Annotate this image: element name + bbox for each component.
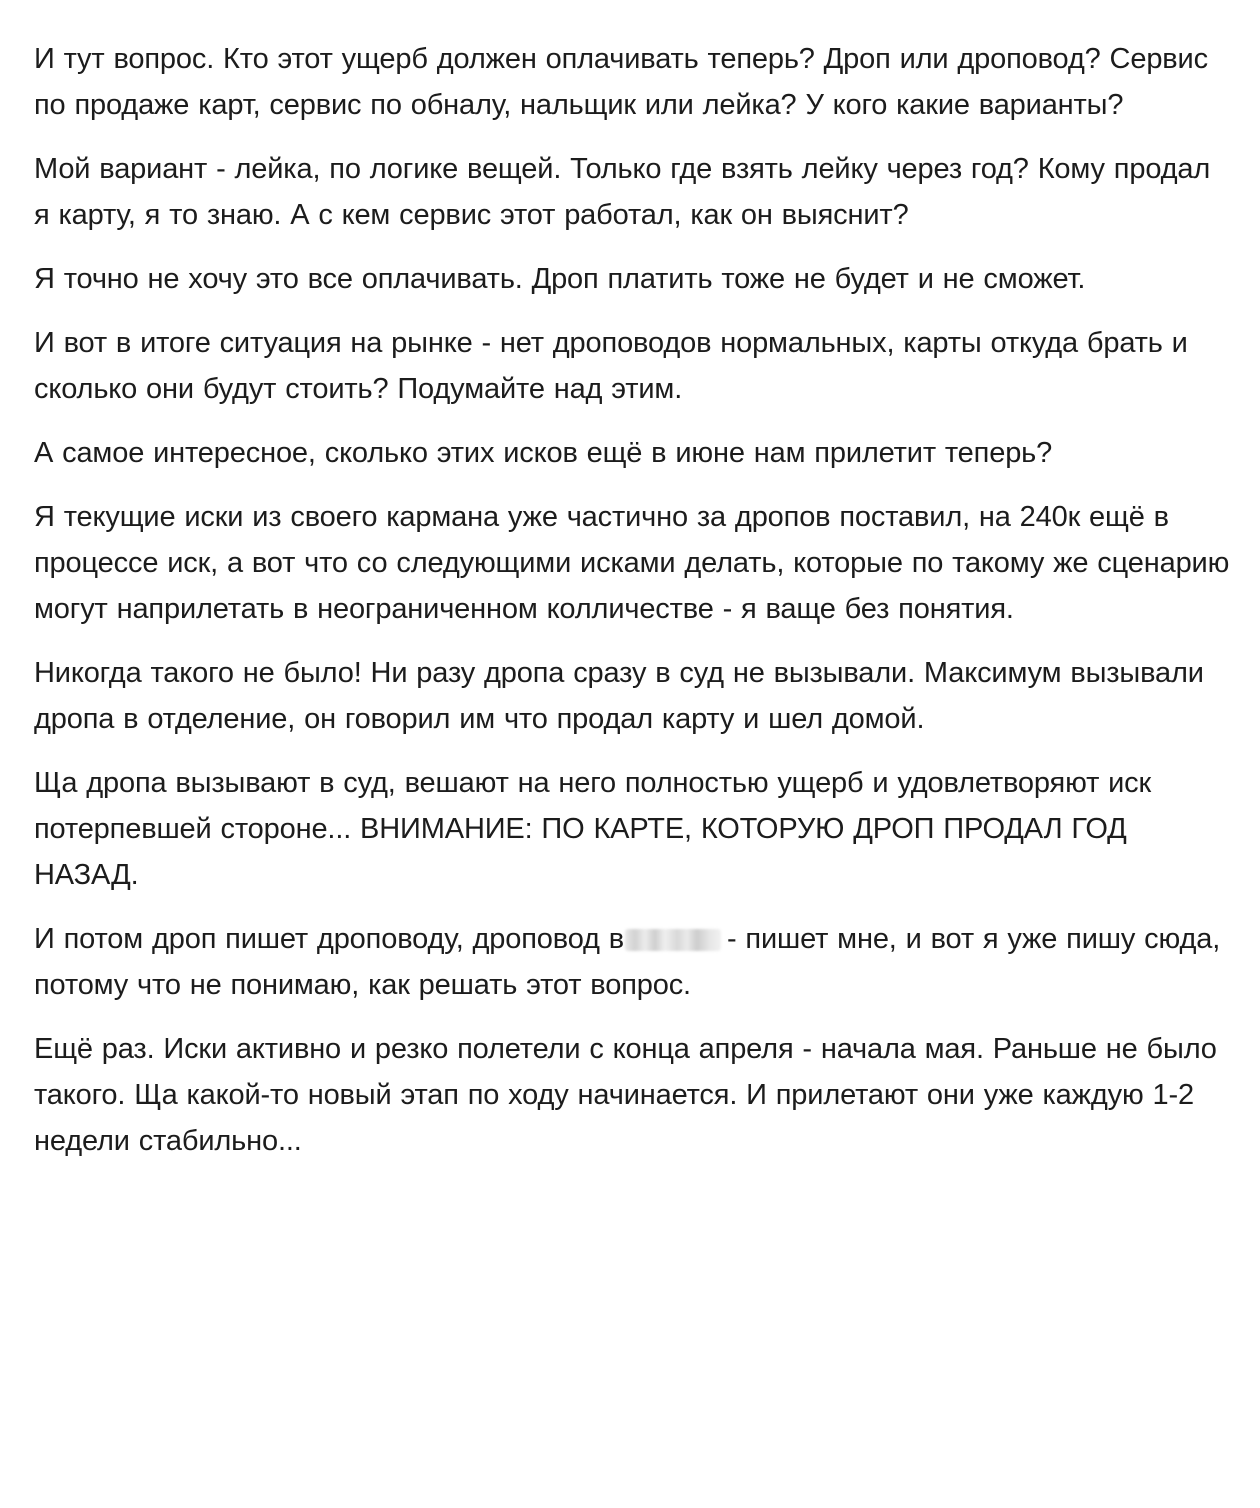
post-paragraph-3: Я точно не хочу это все оплачивать. Дроп платить тоже не будет и не сможет.: [34, 263, 1086, 295]
post-paragraph-4: И вот в итоге ситуация на рынке - нет дроповодов нормальных, карты откуда брать и сколько они будут стоить? Подумайте над этим.: [34, 327, 1188, 405]
redacted-after-text: - пишет мне, и вот я уже пишу сюда, потому что не понимаю, как решать этот вопрос.: [34, 923, 1221, 1001]
post-paragraph-6: Я текущие иски из своего кармана уже частично за дропов поставил, на 240к ещё в процессе иск, а вот что со следующими исками делать, которые по такому же сценарию могут наприлетать в неограниченном колличестве - я ваще без понятия.: [34, 501, 1230, 625]
post-paragraph-7: Никогда такого не было! Ни разу дропа сразу в суд не вызывали. Максимум вызывали дропа в отделение, он говорил им что продал карту и шел домой.: [34, 657, 1204, 735]
post-paragraph-8: Ща дропа вызывают в суд, вешают на него полностью ущерб и удовлетворяют иск потерпевшей стороне... ВНИМАНИЕ: ПО КАРТЕ, КОТОРУЮ ДРОП ПРОДАЛ ГОД НАЗАД.: [34, 767, 1152, 891]
post-paragraph-2: Мой вариант - лейка, по логике вещей. Только где взять лейку через год? Кому продал я карту, я то знаю. А с кем сервис этот работал, как он выяснит?: [34, 153, 1211, 231]
post-paragraph-9: [34, 916, 1232, 1008]
post-paragraph-10: Ещё раз. Иски активно и резко полетели с конца апреля - начала мая. Раньше не было такого. Ща какой-то новый этап по ходу начинается. И прилетают они уже каждую 1-2 недели стабильно...: [34, 1033, 1217, 1157]
post-paragraph-5: А самое интересное, сколько этих исков ещё в июне нам прилетит теперь?: [34, 437, 1053, 469]
post-paragraph-1: И тут вопрос. Кто этот ущерб должен оплачивать теперь? Дроп или дроповод? Сервис по продаже карт, сервис по обналу, нальщик или лейка? У кого какие варианты?: [34, 43, 1208, 121]
redacted-blur: [625, 929, 721, 951]
redacted-before-text: И потом дроп пишет дроповоду, дроповод в: [34, 923, 624, 955]
